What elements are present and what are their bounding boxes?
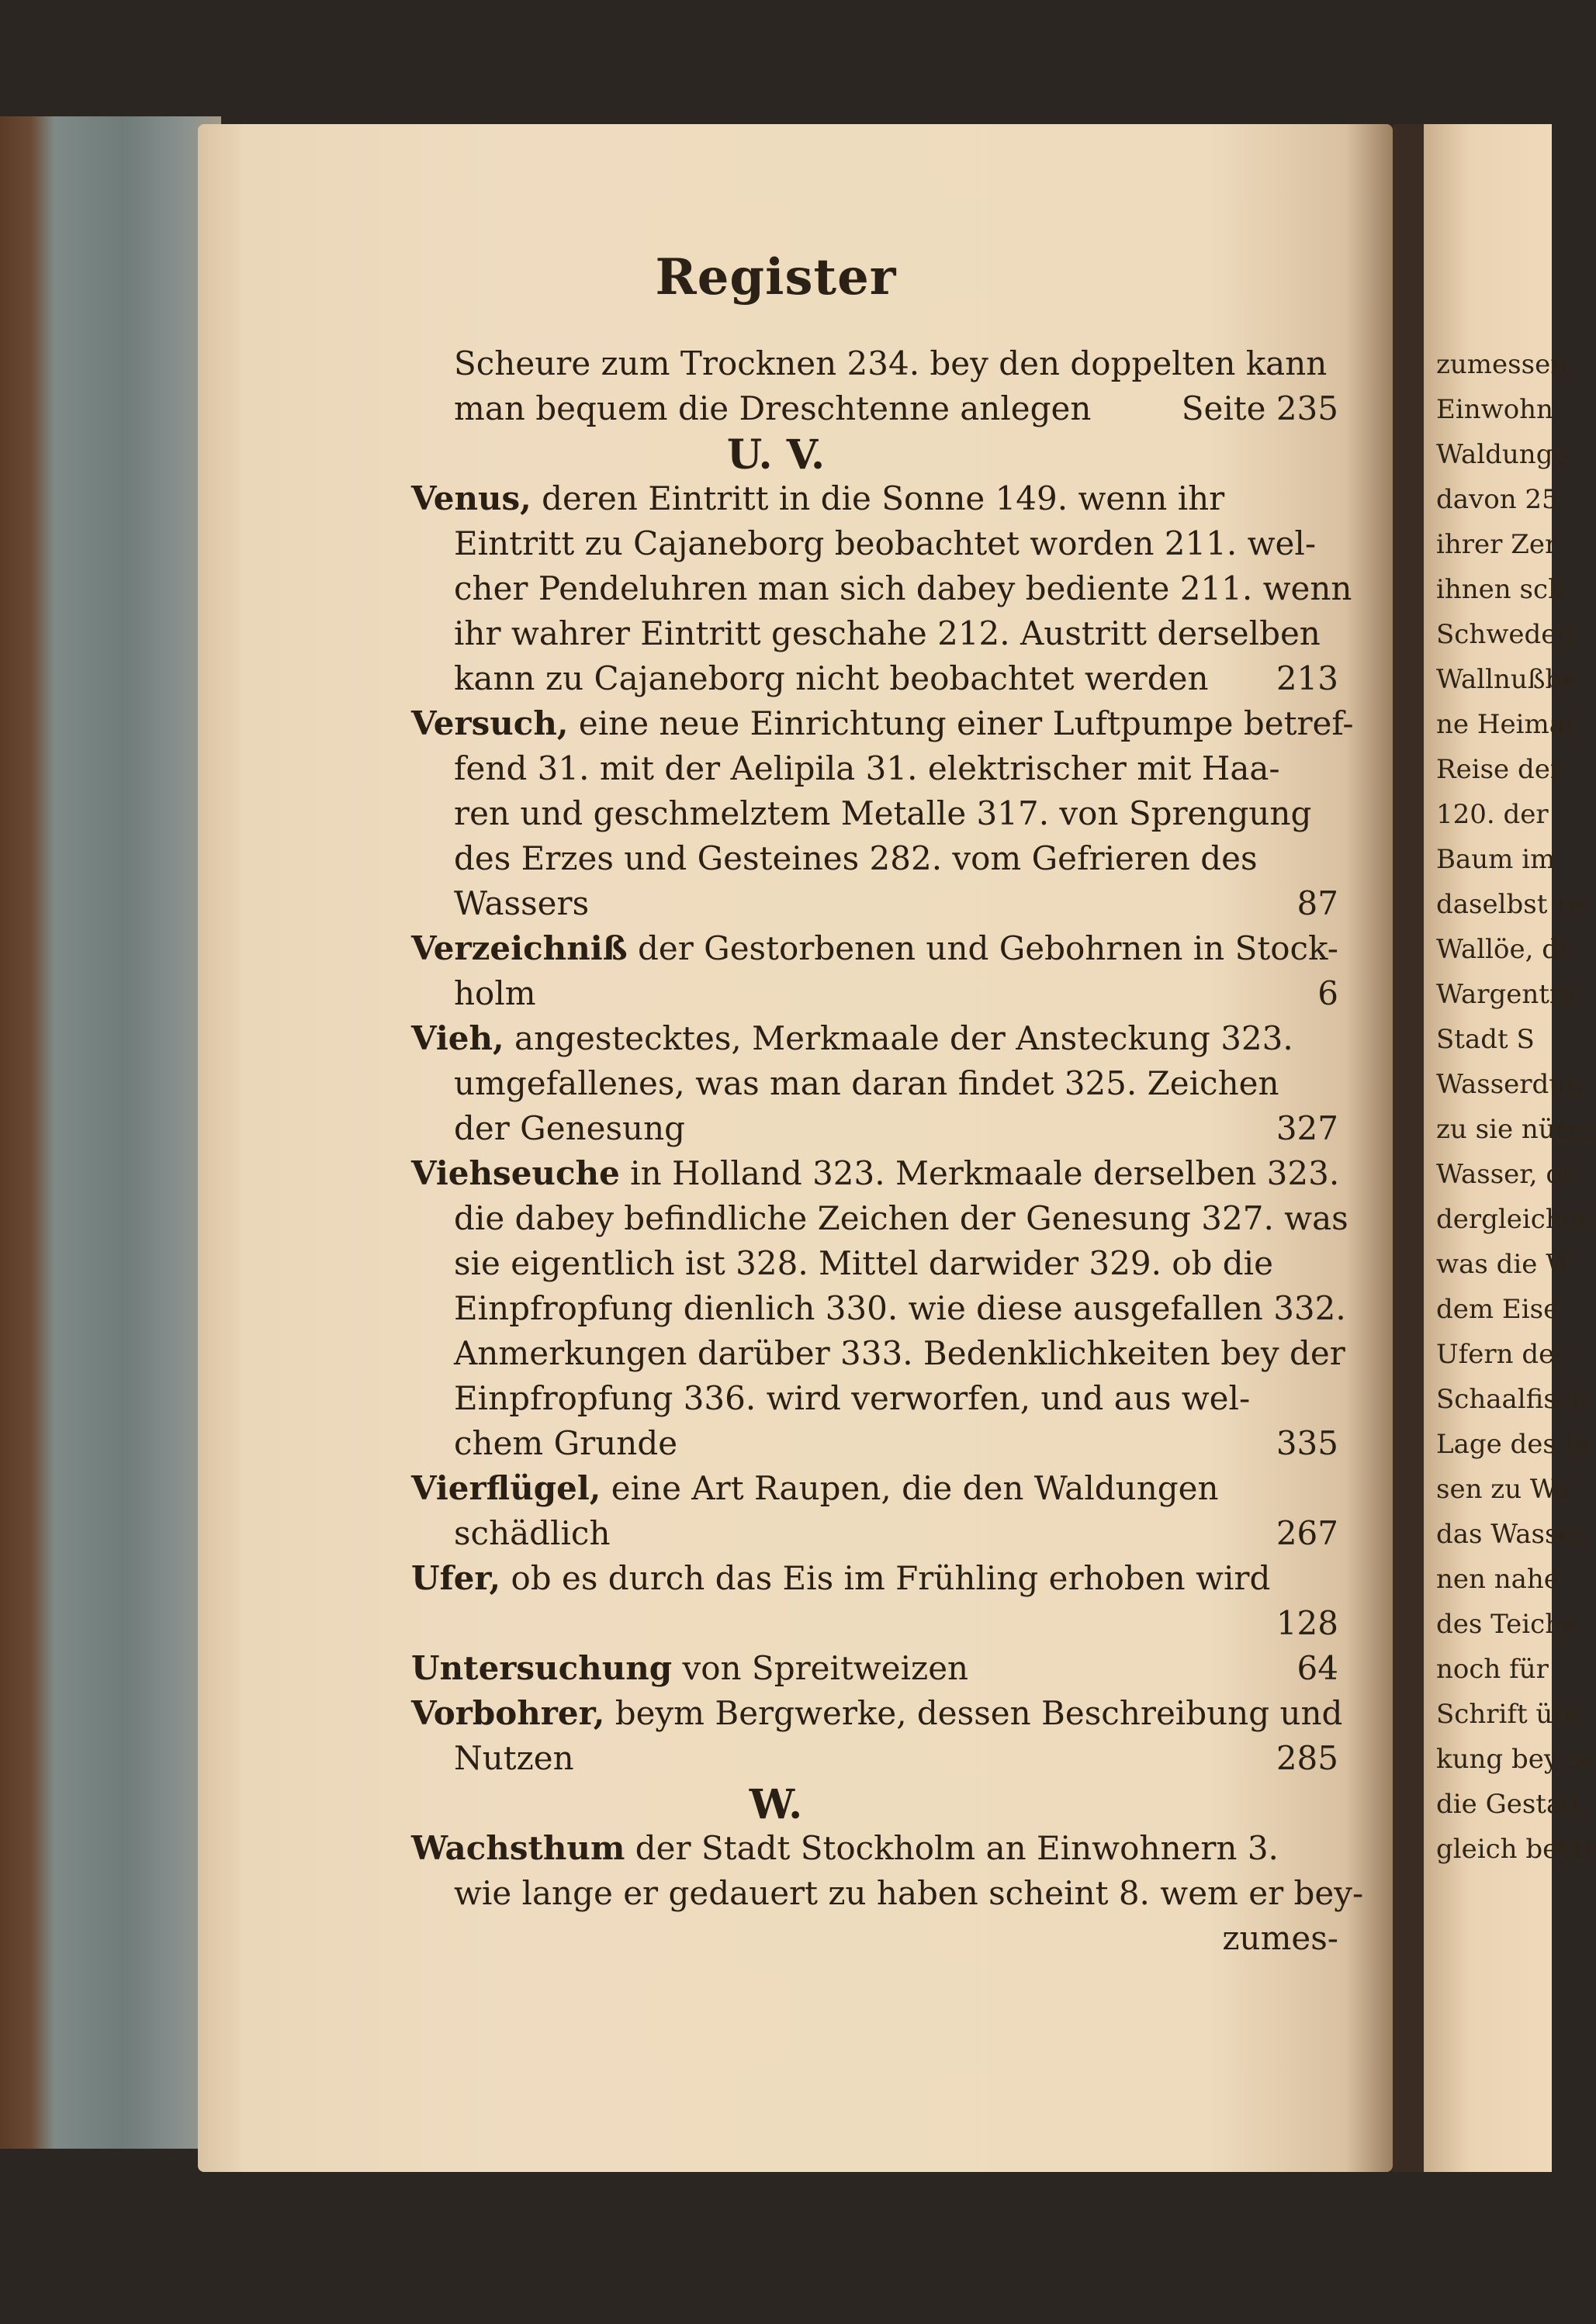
entry-text: man bequem die Dreschtenne anlegen (454, 389, 1092, 427)
entry-text: ihr wahrer Eintritt geschahe 212. Austritt derselben (454, 614, 1321, 652)
right-page-text: Wargentin (1436, 979, 1575, 1010)
right-page-text: ne Heimat (1436, 709, 1576, 740)
right-page-text: das Wasser (1436, 1519, 1587, 1550)
entry-text: Eintritt zu Cajaneborg beobachtet worden 211. wel- (454, 524, 1317, 562)
index-line (454, 1286, 1346, 1331)
right-page-text: Wasserdün (1436, 1069, 1584, 1100)
entry-text: Einpfropfung 336. wird verworfen, und aus wel- (454, 1379, 1251, 1417)
index-entry (411, 926, 1338, 971)
right-page-text: Lage des fe (1436, 1429, 1591, 1460)
right-page-text: davon 25 (1436, 484, 1559, 515)
entry-text: eine Art Raupen, die den Waldungen (601, 1469, 1219, 1507)
right-page-text: zumessen (1436, 349, 1568, 380)
right-page-text: Wallöe, di (1436, 934, 1567, 965)
index-line (454, 1376, 1338, 1421)
page-number: 267 (1276, 1514, 1338, 1552)
page-number: Seite 235 (1181, 389, 1338, 427)
section-letter: U. V. (726, 431, 826, 479)
right-page-text: sen zu Wa (1436, 1474, 1571, 1505)
right-page-text: nen nahe (1436, 1564, 1560, 1595)
index-line (454, 386, 1338, 431)
entry-heading: Vierflügel, (411, 1469, 601, 1507)
right-page-text: Ufern der (1436, 1339, 1567, 1370)
right-page-text: daselbst re (1436, 889, 1584, 920)
right-page-text: Schweden (1436, 619, 1574, 650)
right-page-text: zu sie nütze (1436, 1114, 1596, 1145)
index-line (454, 1241, 1338, 1286)
index-line (454, 1196, 1348, 1241)
right-page-text: Waldunge (1436, 439, 1569, 470)
index-entry (411, 476, 1338, 521)
page-number: 64 (1297, 1649, 1338, 1687)
index-line (454, 521, 1338, 566)
index-line (454, 611, 1338, 656)
right-page-text: was die W (1436, 1249, 1573, 1280)
entry-text: Wassers (454, 884, 590, 922)
entry-text: umgefallenes, was man daran findet 325. Zeichen (454, 1064, 1279, 1102)
entry-heading: Vorbohrer, (411, 1694, 605, 1732)
index-entry (411, 1016, 1338, 1061)
page-header: Register (655, 248, 897, 306)
entry-text: Nutzen (454, 1739, 574, 1777)
page-number: 128 (1276, 1604, 1338, 1642)
right-page-text: Stadt S (1436, 1024, 1535, 1055)
entry-text: die dabey befindliche Zeichen der Genesung 327. was (454, 1199, 1348, 1237)
index-line (454, 791, 1338, 836)
right-page-text: ihrer Zer (1436, 529, 1558, 560)
right-page-text: ihnen sch (1436, 574, 1565, 605)
entry-heading: Venus, (411, 479, 531, 517)
entry-heading: Wachsthum (411, 1829, 625, 1867)
entry-text: der Gestorbenen und Gebohrnen in Stock- (627, 929, 1338, 967)
section-letter: W. (749, 1781, 803, 1828)
right-page-text: Baum im (1436, 844, 1556, 875)
index-line (454, 1331, 1345, 1376)
right-page-text: die Gestalt (1436, 1789, 1581, 1820)
index-line (454, 1736, 1338, 1781)
index-line (454, 1871, 1364, 1916)
right-page-text: Wasser, ob (1436, 1159, 1579, 1190)
page-number: 335 (1276, 1424, 1338, 1462)
index-line (454, 341, 1338, 386)
right-page-text: gleich beytr (1436, 1834, 1596, 1865)
entry-heading: Versuch, (411, 704, 569, 742)
entry-text: Einpfropfung dienlich 330. wie diese ausgefallen 332. (454, 1289, 1346, 1327)
right-page-text: Schrift übe (1436, 1699, 1586, 1730)
index-entry (411, 1466, 1338, 1511)
page-number: 327 (1276, 1109, 1338, 1147)
entry-text: angestecktes, Merkmaale der Ansteckung 323. (504, 1019, 1293, 1057)
page-number: 87 (1297, 884, 1338, 922)
index-entry (411, 1646, 1338, 1691)
right-page-text: noch für (1436, 1654, 1549, 1685)
right-page-text: kung bey se (1436, 1744, 1596, 1775)
index-line (454, 1511, 1338, 1556)
entry-text: cher Pendeluhren man sich dabey bediente 211. wenn (454, 569, 1352, 607)
index-line (454, 1421, 1338, 1466)
entry-text: des Erzes und Gesteines 282. vom Gefrieren des (454, 839, 1258, 877)
page-number: 213 (1276, 659, 1338, 697)
entry-text: wie lange er gedauert zu haben scheint 8. wem er bey- (454, 1874, 1364, 1912)
entry-text: schädlich (454, 1514, 611, 1552)
right-page-text: Reise der (1436, 754, 1563, 785)
entry-text: der Genesung (454, 1109, 686, 1147)
index-line (454, 881, 1338, 926)
page-number: 6 (1317, 974, 1338, 1012)
entry-text: in Holland 323. Merkmaale derselben 323. (619, 1154, 1340, 1192)
index-line (454, 836, 1338, 881)
entry-text: chem Grunde (454, 1424, 678, 1462)
right-page-text: Schaalfisch (1436, 1384, 1589, 1415)
index-entry (411, 1691, 1343, 1736)
index-line (454, 566, 1352, 611)
index-entry (411, 1151, 1338, 1196)
book-page-edges (0, 116, 221, 2149)
entry-text: der Stadt Stockholm an Einwohnern 3. (625, 1829, 1279, 1867)
index-line (454, 1061, 1338, 1106)
entry-text: kann zu Cajaneborg nicht beobachtet werden (454, 659, 1209, 697)
entry-heading: Verzeichniß (411, 929, 628, 967)
right-page-text: Einwohn (1436, 394, 1553, 425)
index-line (454, 971, 1338, 1016)
index-line (454, 656, 1338, 701)
entry-text: holm (454, 974, 536, 1012)
right-page-text: dem Eise (1436, 1294, 1560, 1325)
entry-text: eine neue Einrichtung einer Luftpumpe betref- (568, 704, 1354, 742)
entry-text: Anmerkungen darüber 333. Bedenklichkeiten bey der (454, 1334, 1345, 1372)
entry-text: beym Bergwerke, dessen Beschreibung und (604, 1694, 1343, 1732)
right-page-text: Wallnußbe (1436, 664, 1578, 695)
entry-heading: Viehseuche (411, 1154, 620, 1192)
index-line (454, 746, 1338, 791)
entry-heading: Untersuchung (411, 1649, 673, 1687)
right-page-text: des Teiche (1436, 1609, 1578, 1640)
entry-text: sie eigentlich ist 328. Mittel darwider 329. ob die (454, 1244, 1273, 1282)
entry-text: von Spreitweizen (672, 1649, 969, 1687)
index-entry (411, 1826, 1338, 1871)
entry-text: fend 31. mit der Aelipila 31. elektrischer mit Haa- (454, 749, 1280, 787)
index-line (454, 1106, 1338, 1151)
entry-text: deren Eintritt in die Sonne 149. wenn ihr (531, 479, 1225, 517)
entry-heading: Ufer, (411, 1559, 501, 1597)
index-entry (411, 1556, 1338, 1601)
right-page-text: 120. der (1436, 799, 1549, 830)
entry-text: ren und geschmelztem Metalle 317. von Sprengung (454, 794, 1312, 832)
index-entry (411, 701, 1354, 746)
entry-heading: Vieh, (411, 1019, 504, 1057)
right-page-text: dergleichen (1436, 1204, 1595, 1235)
page-number: zumes- (1222, 1919, 1338, 1957)
entry-text: ob es durch das Eis im Frühling erhoben wird (500, 1559, 1271, 1597)
page-number: 285 (1276, 1739, 1338, 1777)
entry-text: Scheure zum Trocknen 234. bey den doppelten kann (454, 344, 1328, 382)
